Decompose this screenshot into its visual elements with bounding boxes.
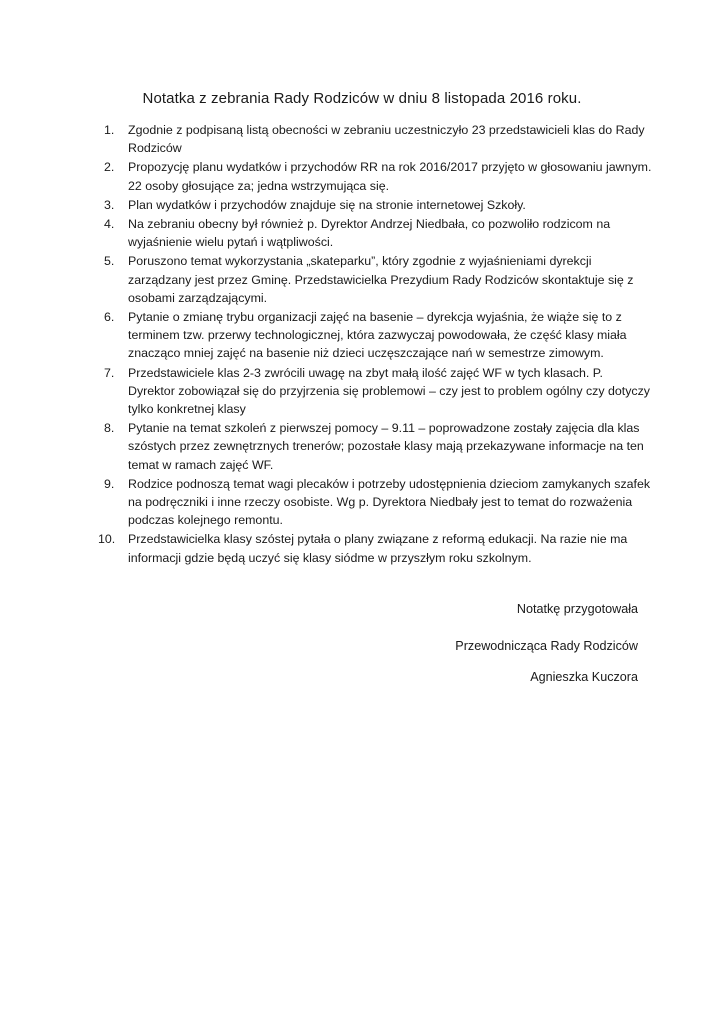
list-item-text: Przedstawiciele klas 2-3 zwrócili uwagę na zbyt małą ilość zajęć WF w tych klasach. P. Dyrektor zobowiązał się do przyjrzenia się problemowi – czy jest to problem ogólny czy dotyczy tylko konkretnej klasy [128,365,650,417]
list-item [96,530,652,566]
signature-name: Agnieszka Kuczora [530,670,638,684]
list-item-number: 10. [98,532,116,547]
list-item [96,419,652,474]
list-item [96,196,652,214]
document-title: Notatka z zebrania Rady Rodziców w dniu 8 listopada 2016 roku. [142,90,582,107]
list-item [96,475,652,530]
list-item-text: Plan wydatków i przychodów znajduje się na stronie internetowej Szkoły. [128,197,526,212]
list-item-number: 3. [104,197,115,212]
minutes-list [96,121,652,568]
list-item-number: 9. [104,476,115,491]
list-item-text: Pytanie o zmianę trybu organizacji zajęć na basenie – dyrekcja wyjaśnia, że wiąże się to z terminem tzw. przerwy technologicznej, która zazwyczaj powodowała, że część klasy miała znacząco mniej zajęć na basenie niż dzieci uczęszczające nań w semestrze zimowym. [128,310,627,361]
list-item [96,364,652,419]
signature-prepared-by: Notatkę przygotowała [516,602,638,616]
list-item [96,215,652,251]
list-item-text: Rodzice podnoszą temat wagi plecaków i potrzeby udostępnienia dzieciom zamykanych szafek na podręczniki i inne rzeczy osobiste. Wg p. Dyrektora Niedbały jest to temat do rozważenia podczas kolejnego remontu. [128,476,651,528]
list-item-text: Poruszono temat wykorzystania „skateparku”, który zgodnie z wyjaśnieniami dyrekcji zarządzany jest przez Gminę. Przedstawicielka Prezydium Rady Rodziców skontaktuje się z osobami zarządzającymi. [128,254,634,305]
list-item-number: 1. [104,123,115,137]
list-item [96,308,652,363]
list-item-number: 7. [104,365,115,380]
signature-role: Przewodnicząca Rady Rodziców [455,639,638,653]
list-item [96,121,652,157]
list-item-text: Pytanie na temat szkoleń z pierwszej pomocy – 9.11 – poprowadzone zostały zajęcia dla klas szóstych przez zewnętrznych trenerów; pozostałe klasy mają przekazywane informacje na ten temat w ramach zajęć WF. [128,421,644,472]
list-item-number: 8. [104,421,115,436]
list-item-text: Na zebraniu obecny był również p. Dyrektor Andrzej Niedbała, co pozwoliło rodzicom na wyjaśnienie wielu pytań i wątpliwości. [128,217,611,250]
list-item-text: Przedstawicielka klasy szóstej pytała o plany związane z reformą edukacji. Na razie nie ma informacji gdzie będą uczyć się klasy siódme w przyszłym roku szkolnym. [128,532,628,565]
list-item-number: 4. [104,217,115,232]
list-item-text: Propozycję planu wydatków i przychodów RR na rok 2016/2017 przyjęto w głosowaniu jawnym. 22 osoby głosujące za; jedna wstrzymująca się. [128,160,652,193]
list-item [96,158,652,194]
list-item [96,252,652,307]
list-item-number: 6. [104,310,115,325]
list-item-number: 5. [104,254,115,269]
list-item-text: Zgodnie z podpisaną listą obecności w zebraniu uczestniczyło 23 przedstawicieli klas do Rady Rodziców [128,123,645,156]
list-item-number: 2. [104,160,115,175]
